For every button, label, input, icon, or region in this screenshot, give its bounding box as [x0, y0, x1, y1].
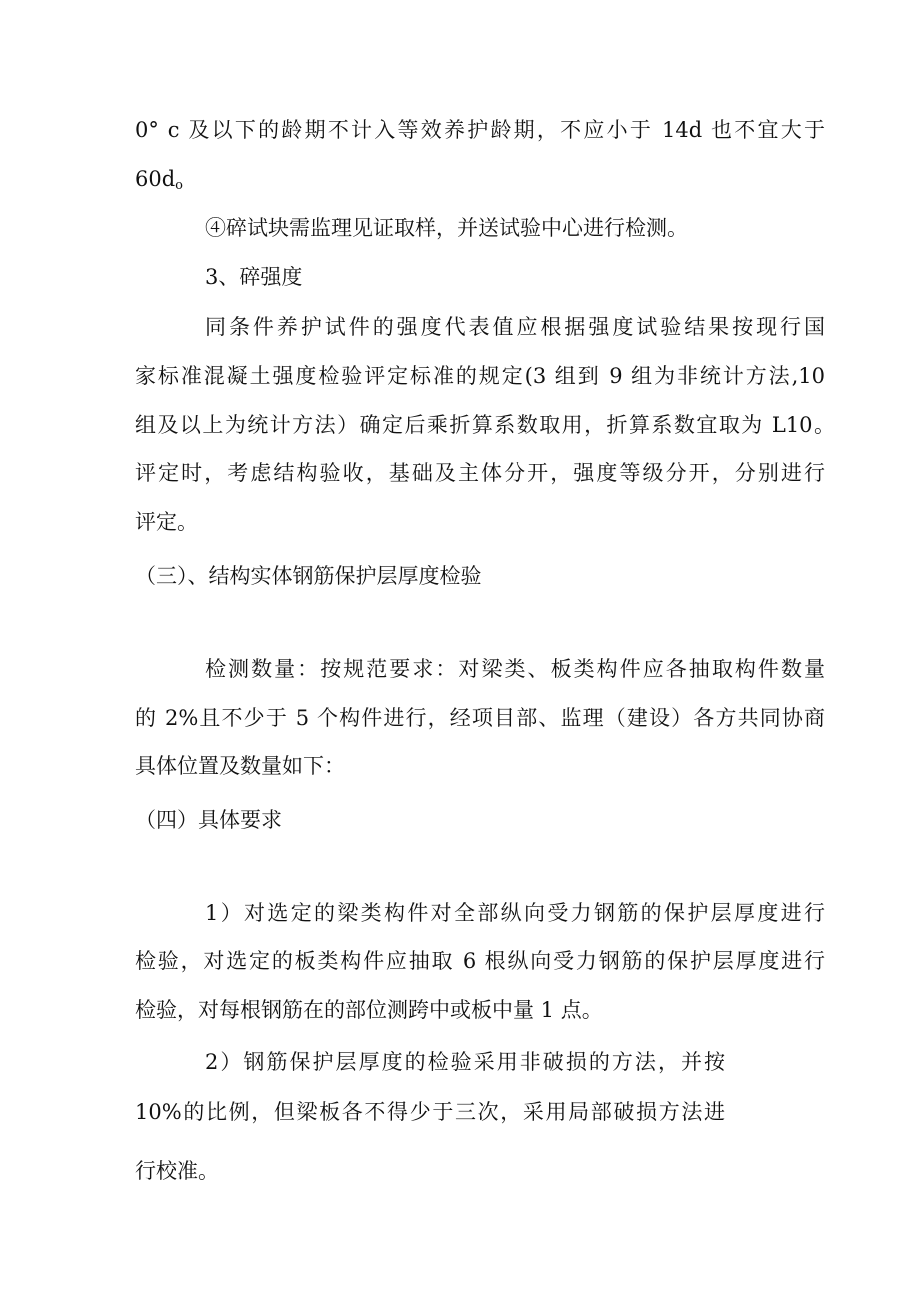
paragraph-line: ④碎试块需监理见证取样，并送试验中心进行检测。: [205, 216, 688, 240]
text-line: 1）对选定的梁类构件对全部纵向受力钢筋的保护层厚度进行: [205, 901, 825, 925]
section-heading: 3、碎强度: [205, 265, 303, 289]
section-heading: （四）具体要求: [135, 808, 282, 832]
text-line: 检验，对选定的板类构件应抽取 6 根纵向受力钢筋的保护层厚度进行: [135, 949, 825, 973]
text-line: 检测数量：按规范要求：对梁类、板类构件应各抽取构件数量: [205, 657, 825, 681]
text-line: 同条件养护试件的强度代表值应根据强度试验结果按现行国: [205, 315, 825, 339]
text-line: 具体位置及数量如下：: [135, 754, 345, 778]
text-line: 的 2%且不少于 5 个构件进行，经项目部、监理（建设）各方共同协商: [135, 706, 825, 730]
text-line: 0° c 及以下的龄期不计入等效养护龄期，不应小于 14d 也不宜大于: [135, 118, 825, 142]
text-line: 10%的比例，但梁板各不得少于三次，采用局部破损方法进: [135, 1100, 725, 1124]
text-line: [135, 166, 183, 199]
text-line: 2）钢筋保护层厚度的检验采用非破损的方法，并按: [205, 1050, 725, 1074]
text-line: 行校准。: [135, 1159, 219, 1183]
section-heading: （三）、结构实体钢筋保护层厚度检验: [135, 564, 482, 588]
text-line: 家标准混凝土强度检验评定标准的规定(3 组到 9 组为非统计方法,10: [135, 364, 825, 388]
text-fragment: 60d: [135, 167, 176, 191]
subscript-text: o: [175, 178, 183, 193]
text-line: 检验，对每根钢筋在的部位测跨中或板中量 1 点。: [135, 998, 603, 1022]
text-line: 评定。: [135, 510, 198, 534]
text-line: 评定时，考虑结构验收，基础及主体分开，强度等级分开，分别进行: [135, 461, 825, 485]
text-line: 组及以上为统计方法）确定后乘折算系数取用，折算系数宜取为 L10。: [135, 413, 835, 437]
